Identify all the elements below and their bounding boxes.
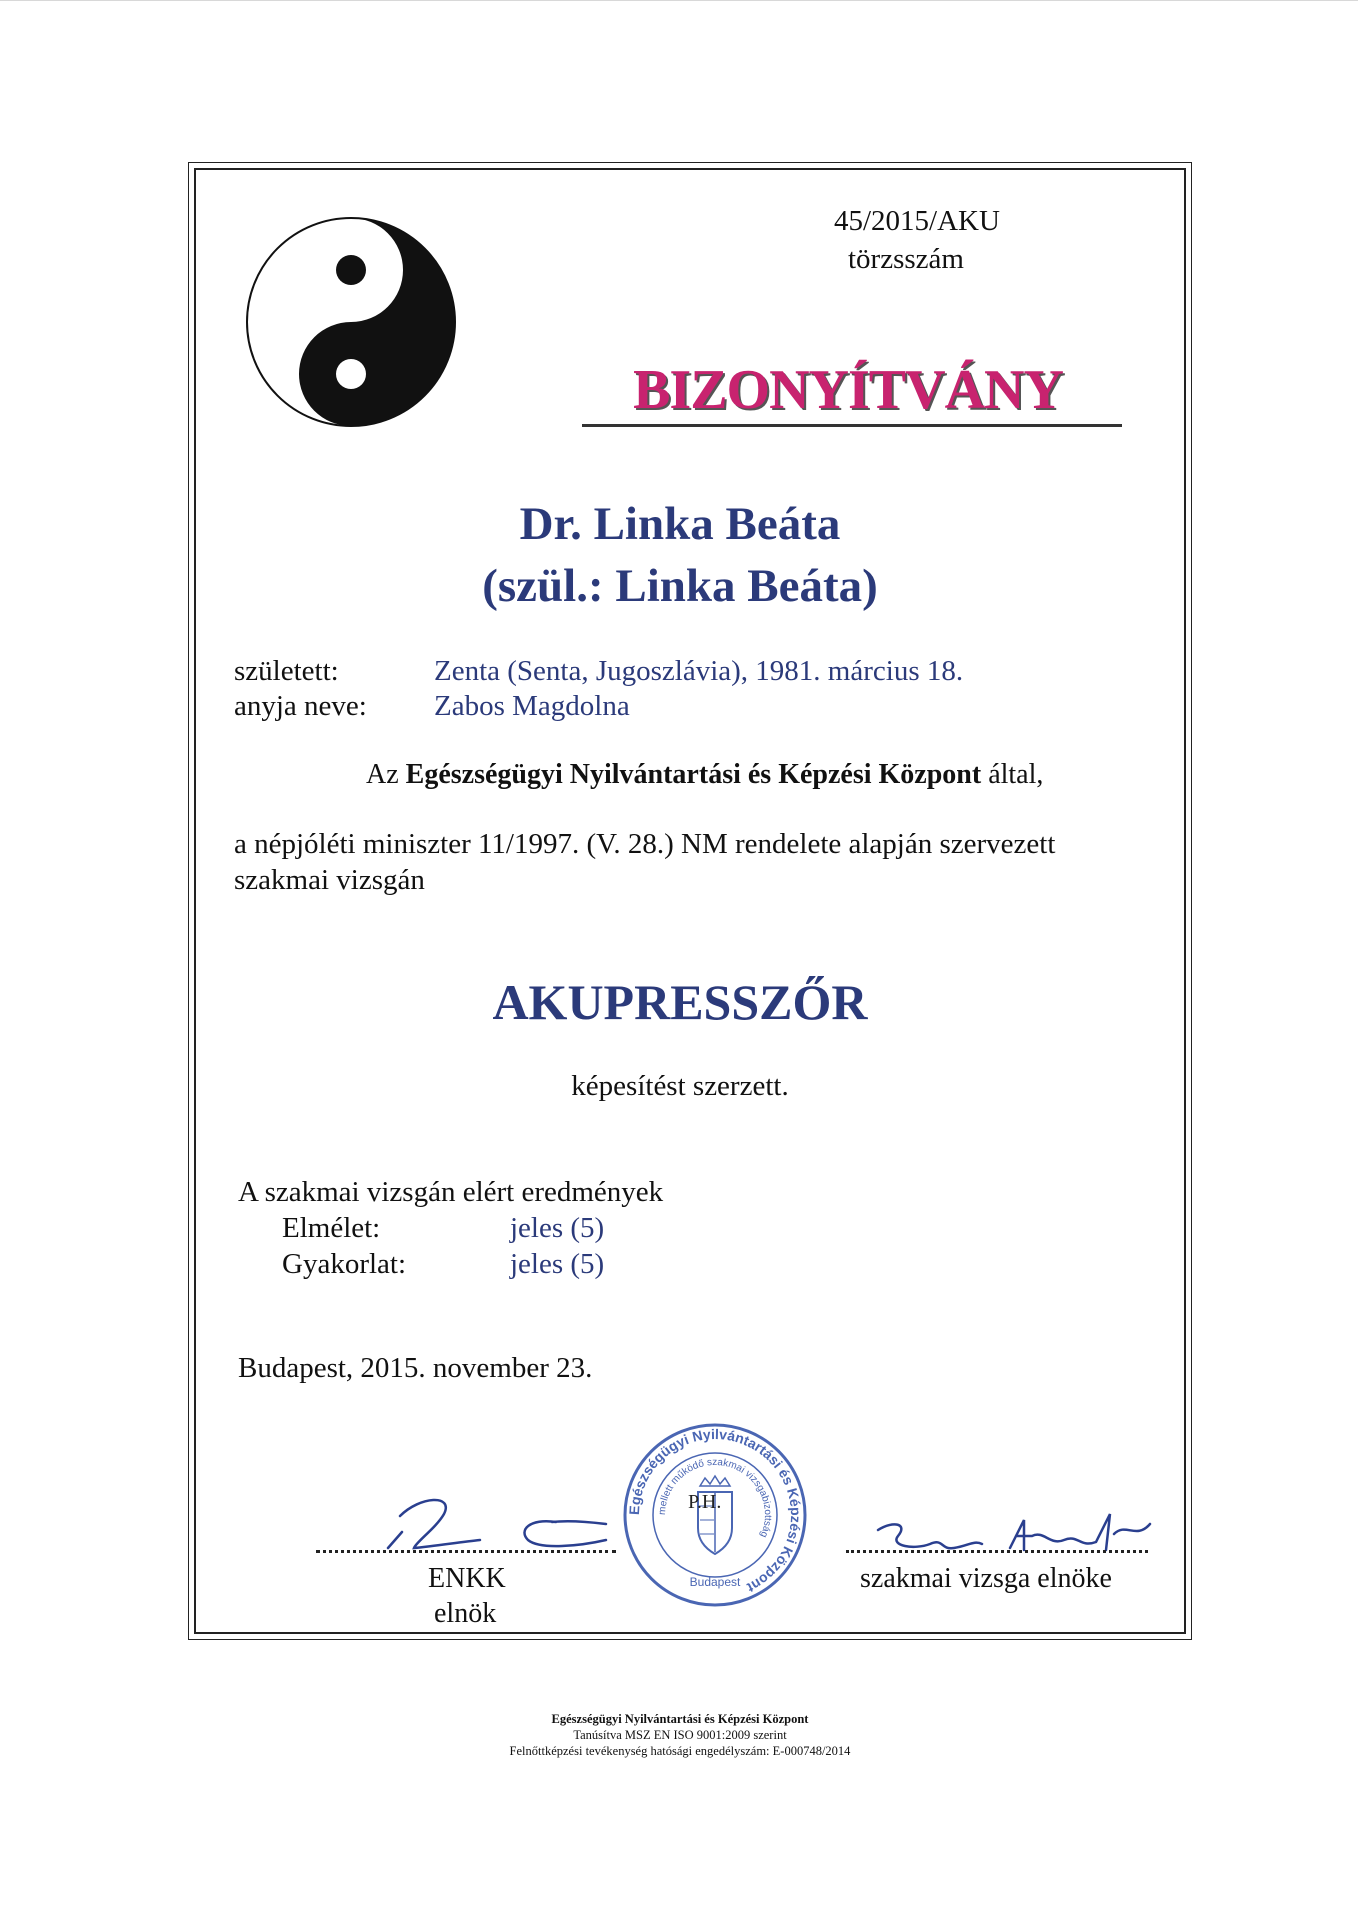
left-signature	[380, 1470, 610, 1560]
right-signatory-role: szakmai vizsga elnöke	[860, 1563, 1112, 1594]
results-heading: A szakmai vizsgán elért eredmények	[238, 1176, 664, 1208]
stamp-ring-text: Egészségügyi Nyilvántartási és Képzési Központ	[625, 1425, 805, 1597]
page-top-edge	[0, 0, 1358, 1]
mother-name-value: Zabos Magdolna	[434, 690, 630, 722]
registry-label: törzsszám	[848, 243, 964, 275]
footer-license: Felnőttképzési tevékenység hatósági engedélyszám: E-000748/2014	[509, 1744, 851, 1758]
issuer-statement	[366, 757, 1043, 793]
mother-name-label: anyja neve:	[234, 690, 367, 722]
qualification-title: AKUPRESSZŐR	[492, 974, 868, 1030]
issuer-name: Egészségügyi Nyilvántartási és Képzési Központ	[405, 759, 982, 790]
title-underline	[582, 424, 1122, 427]
left-signature-line	[316, 1550, 616, 1553]
place-and-date: Budapest, 2015. november 23.	[238, 1352, 593, 1384]
footer-organization: Egészségügyi Nyilvántartási és Képzési Központ	[551, 1712, 809, 1726]
stamp-city: Budapest	[689, 1575, 741, 1589]
right-signature-line	[846, 1550, 1148, 1553]
holder-birth-name: (szül.: Linka Beáta)	[482, 560, 878, 612]
certificate-title: BIZONYÍTVÁNY	[633, 359, 1063, 421]
legal-basis-line-2: szakmai vizsgán	[234, 864, 425, 896]
result-label-theory: Elmélet:	[282, 1212, 381, 1244]
issuer-suffix: által,	[981, 759, 1044, 790]
hungarian-coat-of-arms-icon	[698, 1476, 732, 1554]
official-stamp	[620, 1420, 810, 1610]
legal-basis-line-1: a népjóléti miniszter 11/1997. (V. 28.) NM rendelete alapján szervezett	[234, 828, 1056, 860]
stamp-inner-text: mellett működő szakmai vizsgabizottság	[656, 1456, 774, 1540]
result-label-practice: Gyakorlat:	[282, 1248, 407, 1280]
issuer-prefix: Az	[366, 759, 406, 790]
result-value-theory: jeles (5)	[510, 1212, 605, 1244]
holder-name: Dr. Linka Beáta	[519, 498, 841, 550]
yin-yang-icon	[243, 214, 459, 430]
result-value-practice: jeles (5)	[510, 1248, 605, 1280]
registry-number: 45/2015/AKU	[834, 205, 1000, 237]
footer-certification: Tanúsítva MSZ EN ISO 9001:2009 szerint	[573, 1728, 787, 1742]
qualification-obtained: képesítést szerzett.	[571, 1070, 789, 1102]
born-value: Zenta (Senta, Jugoszlávia), 1981. március 18.	[434, 655, 964, 687]
left-signatory-role: elnök	[434, 1598, 497, 1629]
born-label: született:	[234, 655, 339, 687]
left-signatory-organization: ENKK	[428, 1563, 506, 1594]
stamp-placeholder-mark: P.H.	[688, 1491, 722, 1513]
